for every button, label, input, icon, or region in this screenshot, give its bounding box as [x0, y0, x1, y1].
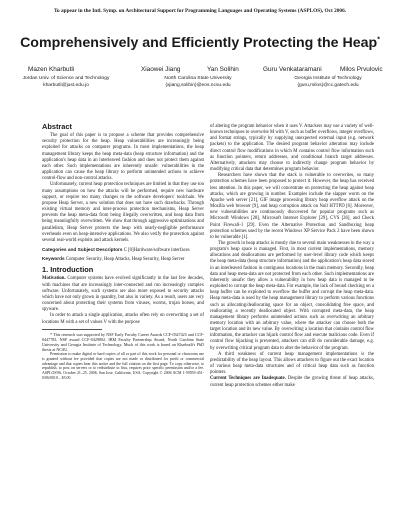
intro-text: In order to attack a single application, attacks often rely on overwriting a set of locations M with a set of values V with the purpose: [42, 313, 204, 325]
affiliation-name: Georgia Institute of Technology: [294, 76, 362, 81]
title-text: Comprehensively and Efficiently Protecting the Heap: [20, 35, 378, 51]
venue-line: To appear in the Intl. Symp. on Architectural Support for Programming Languages and Operating Systems (ASPLOS), Oct 2006.: [53, 8, 347, 14]
categories-line: [42, 248, 204, 254]
categories-label: Categories and Subject Descriptors: [42, 247, 123, 253]
affiliation-block: [18, 76, 114, 90]
footnote-rule: [42, 329, 102, 330]
footnote: * This research was supported by NSF Early Faculty Career Awards CCF-0347425 and CCF-0447783, NSF award CCF-0429802, IBM Faculty Partnership Award, North Carolina State University and Georgia Institute of Technology. Much of this work is based on Kharbutli's PhD thesis at NCSU.: [42, 331, 204, 352]
keywords-line: [42, 257, 204, 263]
body-paragraph: of altering the program behavior when it uses V. Attackers may use a variety of well-known techniques to overwrite M with V, such as buffer overflows, integer overflows, and format strings, typically by supplying unexpected external input (e.g. network packets) to the application. The desired program behavior alteration may include direct control flow modifications in which M contains control flow information such as function pointers, return addresses, and conditional branch target addresses. Alternatively, attackers may choose to indirectly change program behavior by modifying critical data that determines program behavior.: [210, 124, 374, 173]
abstract-paragraph: The goal of this paper is to propose a scheme that provides comprehensive security protection for the heap. Heap vulnerabilities are increasingly being exploited for attacks on computer programs. In most implementations, the heap management library keeps the heap meta-data (heap structure information) and the application's heap data in an interleaved fashion and does not protect them against each other. Such implementations are inherently unsafe: vulnerabilities in the application can cause the heap library to perform unintended actions to achieve control-flow and non-control attacks.: [42, 133, 204, 182]
right-column: [210, 124, 374, 389]
keywords-label: Keywords: [42, 257, 65, 263]
author-name: Guru Venkataramani: [263, 66, 322, 73]
categories-text: C [0]Hardware/software interfaces: [123, 247, 190, 253]
keywords-text: Computer Security, Heap Attacks, Heap Security, Heap Server: [65, 257, 185, 263]
title-footnote-mark: *: [377, 36, 380, 44]
affiliation-block: [138, 76, 258, 90]
author-name: Mazen Kharbutli: [28, 66, 75, 73]
author-name: Yan Solihin: [207, 66, 239, 73]
intro-paragraph: [42, 276, 204, 313]
affiliation-block: [268, 76, 388, 90]
left-column: [42, 124, 204, 381]
affiliation-email: {guru,milos}@cc.gatech.edu: [297, 82, 359, 88]
body-paragraph: The growth in heap attacks is mostly due to several main weaknesses in the way a program's heap space is managed. First, in most current implementations, memory allocations and deallocations are performed by user-level library code which keeps the heap meta-data (heap structure information) and the application's heap data stored in an interleaved fashion in contiguous locations in the main memory. Secondly, heap data and heap meta-data are not protected from each other. Such implementations are inherently unsafe: they allow a vulnerability in how heap data is managed to be exploited to corrupt the heap meta-data. For example, the lack of bound checking on a heap buffer can be exploited to overflow the buffer and corrupt the heap meta-data. Heap meta-data is used by the heap management library to perform various functions such as allocating/deallocating space for an object, consolidating free space, and reallocating a recently deallocated object. With corrupted meta-data, the heap management library performs unintended actions such as overwriting an arbitrary memory location with an arbitrary value, where the attacker can choose both the target location and its new value. By overwriting a location that contains control flow information, the attacker can hijack control flow and execute malicious code. Even if control flow hijacking is prevented, attackers can still do considerable damage, e.g. by overwriting critical program data to alter the behavior of the program.: [210, 240, 374, 351]
intro-paragraph: [42, 313, 204, 325]
intro-text: Computer systems have evolved significantly in the last few decades, with machines that are increasingly inter-connected and run increasingly complex software. Unfortunately, such systems are also more exposed to security attacks which have not only grown in quantity, but also in variety. As a result, users are very concerned about protecting their systems from viruses, worms, trojan horses, and spyware.: [42, 276, 204, 313]
paragraph-lead: Current Techniques are Inadequate.: [210, 376, 286, 382]
body-paragraph: A third weakness of current heap management implementations is the predictability of the heap layout. This allows attackers to figure out the exact location of various heap meta-data structures and of critical heap data such as function pointers.: [210, 351, 374, 376]
body-paragraph: Researchers have shown that the stack is vulnerable to overwrites, so many protection schemes have been proposed to protect it. However, the heap has received less attention. In this paper, we will concentrate on protecting the heap against heap attacks, which are growing in number. Examples include the slapper worm on the Apache web server [21], GIF image processing library heap overflow attack on the Mozilla web browser [9], and heap corruption attack on Null HTTPD [6]. Moreover, new vulnerabilities are continuously discovered for popular programs such as Microsoft Windows [28], Microsoft Internet Explorer [29], CVS [26], and Check Point Firewall-1 [29]. Even the Alternative Protection and Sandboxing heap protection schemes used by the recent Windows XP Service Pack 2 have been shown to be vulnerable [1].: [210, 173, 374, 240]
intro-lead: Motivation.: [42, 276, 66, 282]
affiliation-email: kharbutli@just.edu.jo: [43, 82, 89, 88]
body-paragraph: [210, 376, 374, 388]
author-name: Xiaowei Jiang: [141, 66, 181, 73]
affiliation-name: Jordan Univ. of Science and Technology: [22, 76, 110, 81]
paragraph-text: Despite the growing threat of heap attacks, current heap protection schemes either make: [210, 376, 374, 388]
affiliation-email: {xjiang,solihin}@eos.ncsu.edu: [165, 82, 231, 88]
author-name: Milos Prvulovic: [340, 66, 383, 73]
abstract-paragraph: Unfortunately, current heap protection techniques are limited in that they use too many assumptions on how the attacks will be performed, require new hardware support, or require too many changes to the software developers' toolchain. We propose Heap Server, a new solution that does not have such drawbacks. Through existing virtual memory and inter-process protection mechanisms, Heap Server prevents the heap meta-data from being illegally overwritten, and heap data from being meaningfully overwritten. We show that through aggressive optimizations and parallelism, Heap Server protects the heap with nearly-negligible performance overheads even on heap-intensive applications. We also verify the protection against several real-world exploits and attack kernels.: [42, 182, 204, 243]
permission-notice: Permission to make digital or hard copies of all or part of this work for personal or classroom use is granted without fee provided that copies are not made or distributed for profit or commercial advantage and that copies bear this notice and the full citation on the first page. To copy otherwise, to republish, to post on servers or to redistribute to lists, requires prior specific permission and/or a fee. ASPLOS'06, October 21–25, 2006, San Jose, California, USA. Copyright © 2006 ACM 1-59593-451-0/06/0010... $5.00: [42, 352, 204, 381]
affiliation-name: North Carolina State University: [164, 76, 232, 81]
paper-title: [10, 35, 390, 51]
author-block: [10, 66, 390, 100]
intro-heading: 1. Introduction: [42, 265, 94, 275]
abstract-heading: Abstract: [42, 122, 72, 131]
